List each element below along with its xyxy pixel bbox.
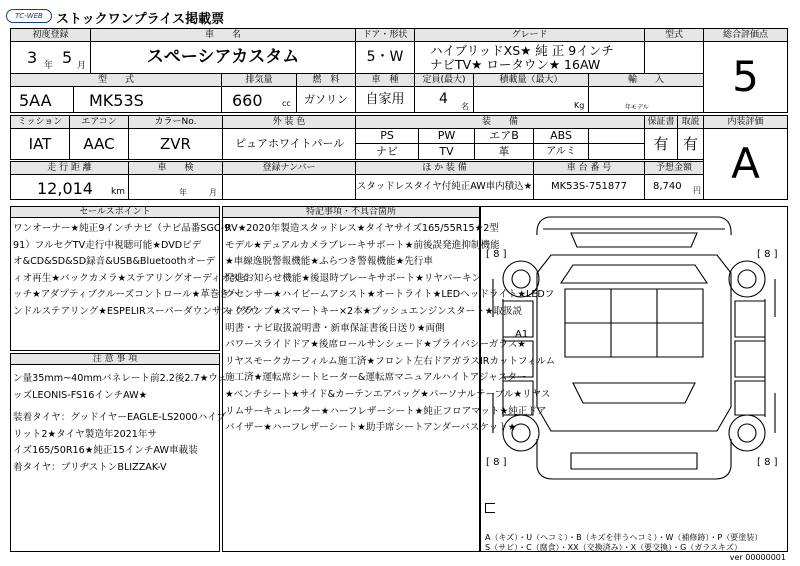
mission-value: IAT [10,128,70,160]
tire-tread-front-right: [ 8 ] [757,249,778,260]
legend-bracket [485,503,495,513]
inspection-value [128,174,223,200]
equip-leather: 革 [474,143,534,160]
equip-tv: TV [418,143,475,160]
car-name-value: スペーシアカスタム [90,41,356,74]
chassis-value: MK53S-751877 [533,174,645,200]
import-header: 輸 入 [588,73,704,87]
equipment-header: 装 備 [355,115,645,129]
caution-box [10,364,228,552]
price-header: 予想金額 [644,161,704,175]
import-value [588,86,704,113]
special-note-line: ★ベンチシート★サイド&カーテンエアバッグ★パーソナルテーブル★リヤス [225,388,551,400]
manual-value: 有 [677,128,704,160]
mileage-number: 12,014 [37,179,93,198]
color-no-value: ZVR [128,128,223,160]
special-note-line: パワースライドドア★後席ロールサンシェード★プライバシーガラス★ [225,339,526,351]
price-value [644,174,704,200]
special-note-line: ォグランプ★スマートキー×2本★プッシュエンジンスタート★取扱説 [225,305,523,317]
interior-eval-value: A [731,139,760,188]
first-reg-value [10,41,91,74]
special-note-line: モデル★デュアルカメラブレーキサポート★前後誤発進抑制機能 [225,239,500,251]
first-reg-year: 3 [27,48,38,67]
fuel-value: ガソリン [296,86,356,113]
eval-score-value: 5 [732,52,759,101]
caution-line: イズ165/50R16★純正15インチAW車載装 [13,445,198,457]
version-label: ver 00000001 [729,553,786,562]
equip-blank-2 [588,143,645,160]
month-unit: 月 [77,61,87,71]
grade-value [414,41,645,74]
manual-header: 取説 [677,115,704,129]
insp-month-unit: 月 [209,188,217,197]
interior-eval-box [703,128,788,200]
sales-line: ワンオーナー★純正9インチナビ（ナビ品番SGC-9 [13,223,231,234]
sales-point-box [10,217,260,351]
load-value [473,86,589,113]
caution-line: ン量35mm~40mmバネレート前2.2後2.7★ウェ [13,373,228,384]
ext-color-value: ピュアホワイトパール [222,128,356,160]
model-header: 型 式 [10,73,222,87]
condition-diagram [480,206,788,552]
special-note-line: リヤスモークカーフィルム施工済★フロント左右ドアガラスIRカットフィルム [225,355,556,367]
special-note-line: 発進お知らせ機能★後退時ブレーキサポート★リヤパーキン [225,272,482,284]
capacity-unit: 名 [461,102,469,111]
color-no-header: カラーNo. [128,115,223,129]
ext-color-header: 外 装 色 [222,115,356,129]
special-note-line: グセンサー★ハイビームアシスト★オートライト★LEDヘッドライト★LEDフ [225,289,555,301]
logo: TC-WEB [6,9,52,23]
model-year-label: 年モデル [625,104,649,111]
sales-line: ィオ再生★バックカメラ★ステアリングオーディオスイ [13,272,250,284]
mileage-header: 走 行 距 離 [10,161,129,175]
door-value: 5・W [355,41,415,74]
other-equip-value: スタッドレスタイヤ付純正AW車内積込★ [355,174,534,200]
page-title: ストックワンプライス掲載票 [56,12,225,27]
reg-number-header: 登録ナンバー [222,161,356,175]
displacement-header: 排気量 [221,73,297,87]
year-unit: 年 [44,61,54,71]
warranty-header: 保証書 [644,115,678,129]
special-note-line: リムサーキュレーター★ハーフレザーシート★純正フロアマット★純正ドア [225,405,547,417]
caution-header: 注 意 事 項 [10,353,220,365]
displacement-value [221,86,297,113]
load-header: 積載量（最大） [473,73,589,87]
caution-line: 着タイヤ：ブリヂストンBLIZZAK-V [13,461,167,473]
eval-score-header: 総合評価点 [703,28,788,42]
caution-line: ッズLEONIS-FS16インチAW★ [13,389,148,401]
capacity-number: 4 [439,91,448,107]
reg-number-value [222,174,356,200]
type-header: 型式 [644,28,704,42]
sales-line: オ&CD&SD&SD録音&USB&Bluetoothオーデ [13,256,216,268]
sales-line: 91）フルセグTV走行中視聴可能★DVDビデ [13,239,202,251]
tire-tread-front-left: [ 8 ] [486,249,507,260]
mileage-value [10,174,129,200]
legend-line-2: S（サビ）・C（腐食）・XX（交換済み）・X（要交換）・G（ガラスキズ） [485,543,742,552]
special-note-line: RV★2020年製造スタッドレス★タイヤサイズ165/55R15★2型 [225,223,499,234]
model-value [10,86,222,113]
special-note-line: バイザー★ハーフレザーシート★助手席シートアンダーバスケット★ [225,422,517,434]
model-code: MK53S [89,91,144,110]
legend-line-1: A（キズ）・U（ヘコミ）・B（キズを伴うヘコミ）・W（補修跡）・P（要塗装） [485,533,763,542]
caution-line: リット2★タイヤ製造年2021年サ [13,428,158,440]
tire-tread-rear-right: [ 8 ] [757,457,778,468]
mission-header: ミッション [10,115,70,129]
grade-line-1: ハイブリッドXS★ 純 正 9インチ [430,43,614,58]
aircon-value: AAC [69,128,129,160]
equip-pw: PW [418,128,475,144]
insp-year-unit: 年 [179,188,187,197]
other-equip-header: ほ か 装 備 [355,161,534,175]
equip-abs: ABS [533,128,589,144]
door-shape-header: ドア・形状 [355,28,415,42]
cc-unit: cc [282,99,291,108]
interior-eval-header: 内装評価 [703,115,788,129]
warranty-value: 有 [644,128,678,160]
vehicle-type-value: 自家用 [355,86,415,113]
vehicle-type-header: 車 種 [355,73,415,87]
equip-ps: PS [355,128,419,144]
damage-mark-a1: A1 [515,329,529,340]
sales-line: ンドルステアリング★ESPELIRスーパーダウンサス（ダウ [13,305,260,317]
equip-airbag: エアB [474,128,534,144]
grade-header: グレード [414,28,645,42]
chassis-header: 車 台 番 号 [533,161,645,175]
equip-blank-1 [588,128,645,144]
price-unit: 円 [693,186,701,195]
capacity-value [414,86,474,113]
first-reg-month: 5 [62,48,73,67]
car-name-header: 車 名 [90,28,356,42]
special-notes-header: 特記事項・不具合箇所 [222,206,480,218]
special-note-line: 明書・ナビ取扱説明書・新車保証書後日送り★両側 [225,322,445,334]
equip-alloy: アルミ [533,143,589,160]
inspection-header: 車 検 [128,161,223,175]
special-note-line: ★車線逸脱警報機能★ふらつき警報機能★先行車 [225,256,433,268]
caution-line: 装着タイヤ：グッドイヤーEAGLE-LS2000ハイブ [13,412,227,424]
displacement-number: 660 [232,91,263,110]
eval-score-box [703,41,788,113]
fuel-header: 燃 料 [296,73,356,87]
capacity-header: 定員(最大) [414,73,474,87]
model-divider [73,86,74,113]
load-unit: Kg [574,101,585,110]
sales-point-header: セールスポイント [10,206,220,218]
aircon-header: エアコン [69,115,129,129]
sales-line: ッチ★アダプティブクルーズコントロール★革巻きハ [13,289,239,301]
model-prefix: 5AA [19,91,52,110]
price-number: 8,740 [653,181,682,192]
equip-navi: ナビ [355,143,419,160]
tire-tread-rear-left: [ 8 ] [486,457,507,468]
km-unit: km [111,187,125,197]
special-note-line: 施工済★運転席シートヒーター&運転席マニュアルハイトアジャスター [225,372,527,384]
grade-line-2: ナビTV★ ロータウン★ 16AW [430,57,601,72]
car-outline-diagram [481,207,787,551]
first-reg-header: 初度登録 [10,28,91,42]
